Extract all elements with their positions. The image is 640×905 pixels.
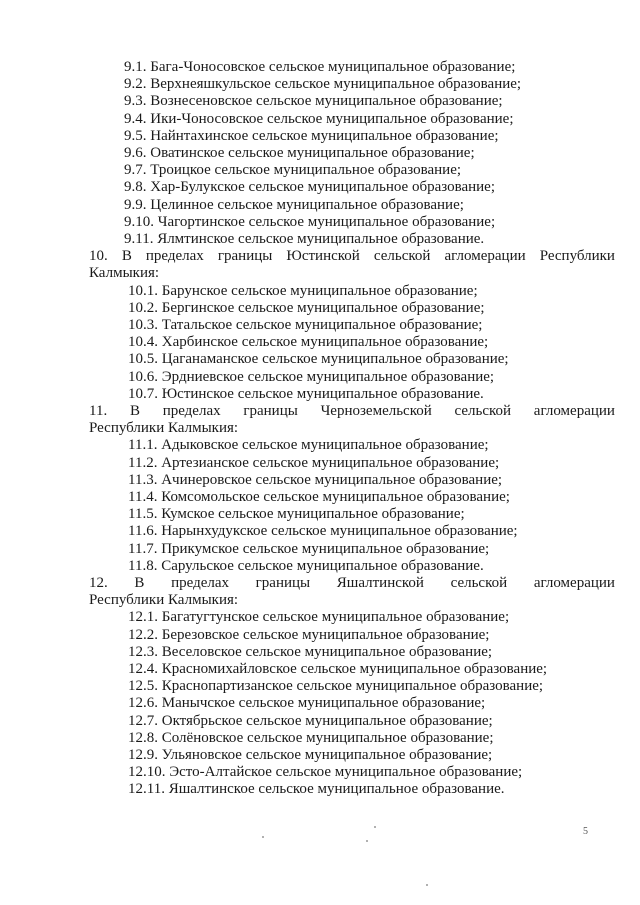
heading-word: В [134,575,145,591]
list-item: 12.4. Красномихайловское сельское муниципальное образование; [128,661,548,677]
list-item: 11.6. Нарынхудукское сельское муниципальное образование; [128,523,518,540]
heading-word: пределах [145,248,204,265]
heading-word: агломерации [533,403,615,419]
list-item: 12.7. Октябрьское сельское муниципальное образование; [128,712,493,729]
section-heading-line [89,574,615,592]
list-item: 10.3. Татальское сельское муниципальное образование; [128,317,483,333]
list-item: 9.9. Целинное сельское муниципальное образование; [124,196,464,213]
list-item: 12.6. Манычское сельское муниципальное образование; [128,695,486,712]
list-item: 9.1. Бага-Чоносовское сельское муниципальное образование; [124,59,516,75]
heading-word: границы [217,248,273,265]
section-heading-line [89,402,615,420]
list-item: 9.11. Ялмтинское сельское муниципальное образование. [124,231,485,247]
section-heading-continuation: Республики Калмыкия: [89,592,239,609]
list-item: 12.9. Ульяновское сельское муниципальное образование; [128,747,493,763]
heading-word: агломерации [533,575,615,591]
heading-word: 12. [89,575,108,591]
list-item: 12.8. Солёновское сельское муниципальное образование; [128,729,494,746]
list-item: 12.11. Яшалтинское сельское муниципальное образование. [128,781,505,798]
list-item: 12.2. Березовское сельское муниципальное образование; [128,626,490,643]
list-item: 11.4. Комсомольское сельское муниципальное образование; [128,489,510,505]
heading-word: Республики [539,248,615,265]
list-item: 10.5. Цаганаманское сельское муниципальное образование; [128,351,509,368]
list-item: 11.3. Ачинеровское сельское муниципальное образование; [128,471,503,488]
list-item: 11.8. Сарульское сельское муниципальное образование. [128,557,484,574]
scan-speck [426,884,428,886]
heading-word: агломерации [444,248,526,265]
list-item: 9.10. Чагортинское сельское муниципальное образование; [124,213,496,230]
list-item: 11.5. Кумское сельское муниципальное образование; [128,506,465,523]
list-item: 10.1. Барунское сельское муниципальное образование; [128,282,478,299]
list-item: 12.5. Краснопартизанское сельское муниципальное образование; [128,678,544,695]
section-heading-continuation: Калмыкия: [89,265,160,282]
heading-word: В [121,248,132,265]
list-item: 12.1. Багатугтунское сельское муниципальное образование; [128,609,510,626]
heading-word: сельской [450,575,508,591]
list-item: 12.10. Эсто-Алтайское сельское муниципальное образование; [128,764,523,781]
scan-speck [262,836,264,838]
list-item: 10.4. Харбинское сельское муниципальное образование; [128,334,489,351]
heading-word: границы [255,575,311,591]
list-item: 9.2. Верхнеяшкульское сельское муниципальное образование; [124,76,522,93]
heading-word: сельской [373,248,431,265]
section-heading-line [89,247,615,265]
heading-word: В [129,403,140,419]
list-item: 9.8. Хар-Булукское сельское муниципальное образование; [124,179,496,196]
list-item: 9.5. Найнтахинское сельское муниципальное образование; [124,127,499,144]
list-item: 11.1. Адыковское сельское муниципальное образование; [128,437,489,454]
scan-speck [374,826,376,828]
list-item: 9.6. Оватинское сельское муниципальное образование; [124,145,475,161]
list-item: 11.2. Артезианское сельское муниципальное образование; [128,454,500,471]
heading-word: Черноземельской [320,403,432,419]
list-item: 12.3. Веселовское сельское муниципальное образование; [128,643,493,660]
heading-word: сельской [454,403,512,419]
list-item: 9.3. Вознесеновское сельское муниципальное образование; [124,93,503,110]
heading-word: пределах [171,575,229,591]
heading-word: пределах [162,403,221,419]
list-item: 10.2. Бергинское сельское муниципальное образование; [128,299,485,316]
heading-word: границы [243,403,298,419]
heading-word: 11. [89,403,108,419]
list-item: 10.6. Эрдниевское сельское муниципальное образование; [128,368,495,385]
scan-speck [366,840,368,842]
list-item: 9.4. Ики-Чоносовское сельское муниципальное образование; [124,110,514,127]
list-item: 11.7. Прикумское сельское муниципальное образование; [128,540,490,557]
heading-word: Яшалтинской [336,575,424,591]
heading-word: 10. [89,248,108,265]
list-item: 9.7. Троицкое сельское муниципальное образование; [124,162,462,179]
heading-word: Юстинской [286,248,360,265]
page-number: 5 [583,826,588,837]
section-heading-continuation: Республики Калмыкия: [89,420,239,437]
list-item: 10.7. Юстинское сельское муниципальное образование. [128,385,484,402]
